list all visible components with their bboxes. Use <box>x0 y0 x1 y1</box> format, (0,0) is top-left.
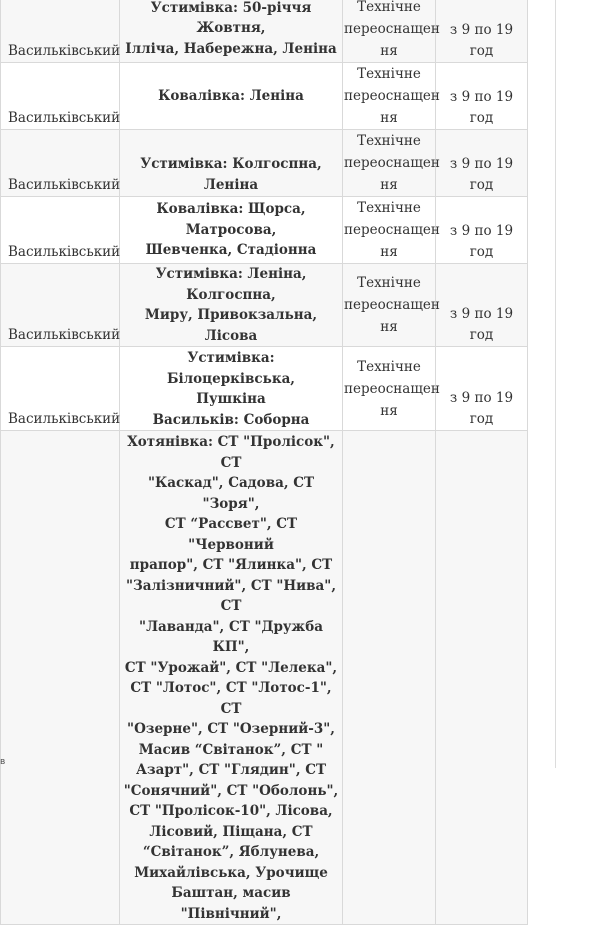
streets-cell: Устимівка: Колгоспна, Леніна <box>120 130 343 197</box>
time-cell: з 9 по 19 год <box>436 347 528 431</box>
time-cell: з 9 по 19 год <box>436 197 528 264</box>
table-row <box>1 197 528 264</box>
reason-cell: Технічне переоснащен ня <box>343 130 436 197</box>
district-cell: Васильківський <box>1 197 120 264</box>
time-cell: з 9 по 19 год <box>436 0 528 63</box>
streets-cell: Устимівка: Білоцерківська, Пушкіна Васильків: Соборна <box>120 347 343 431</box>
district-cell: Васильківський <box>1 0 120 63</box>
time-cell: з 9 по 19 год <box>436 264 528 347</box>
reason-cell: Технічне переоснащен ня <box>343 197 436 264</box>
reason-cell: Технічне переоснащен ня <box>343 347 436 431</box>
district-cell <box>1 431 120 925</box>
reason-cell <box>343 431 436 925</box>
time-cell: з 9 по 19 год <box>436 130 528 197</box>
district-cell: Васильківський <box>1 264 120 347</box>
corner-mark: в <box>0 757 6 767</box>
streets-cell: Устимівка: 50-річчя Жовтня, Ілліча, Набережна, Леніна <box>120 0 343 63</box>
time-cell: з 9 по 19 год <box>436 63 528 130</box>
table-row <box>1 431 528 925</box>
streets-cell: Хотянівка: СТ "Пролісок", СТ "Каскад", Садова, СТ "Зоря", СТ “Рассвет", СТ "Червоний прапор", СТ "Ялинка", СТ "Залізничний", СТ "Нива", СТ "Лаванда", СТ "Дружба КП", СТ "Урожай", СТ "Лелека", СТ "Лотос", СТ "Лотос-1", СТ "Озерне", СТ "Озерний-3", Масив “Світанок”, СТ " Азарт", СТ "Глядин", СТ "Сонячний", СТ "Оболонь", СТ "Пролісок-10", Лісова, Лісовий, Піщана, СТ “Світанок”, Яблунева, Михайлівська, Урочище Баштан, масив "Північний", <box>120 431 343 925</box>
district-cell: Васильківський <box>1 63 120 130</box>
reason-cell: Технічне переоснащен ня <box>343 63 436 130</box>
table-row <box>1 347 528 431</box>
streets-cell: Ковалівка: Щорса, Матросова, Шевченка, Стадіонна <box>120 197 343 264</box>
table-row <box>1 0 528 63</box>
table-row <box>1 264 528 347</box>
district-cell: Васильківський <box>1 347 120 431</box>
time-cell <box>436 431 528 925</box>
reason-cell: Технічне переоснащен ня <box>343 264 436 347</box>
table-row <box>1 63 528 130</box>
district-cell: Васильківський <box>1 130 120 197</box>
table-row <box>1 130 528 197</box>
scroll-divider <box>555 0 556 768</box>
reason-cell: Технічне переоснащен ня <box>343 0 436 63</box>
streets-cell: Устимівка: Леніна, Колгоспна, Миру, Привокзальна, Лісова <box>120 264 343 347</box>
streets-cell: Ковалівка: Леніна <box>120 63 343 130</box>
